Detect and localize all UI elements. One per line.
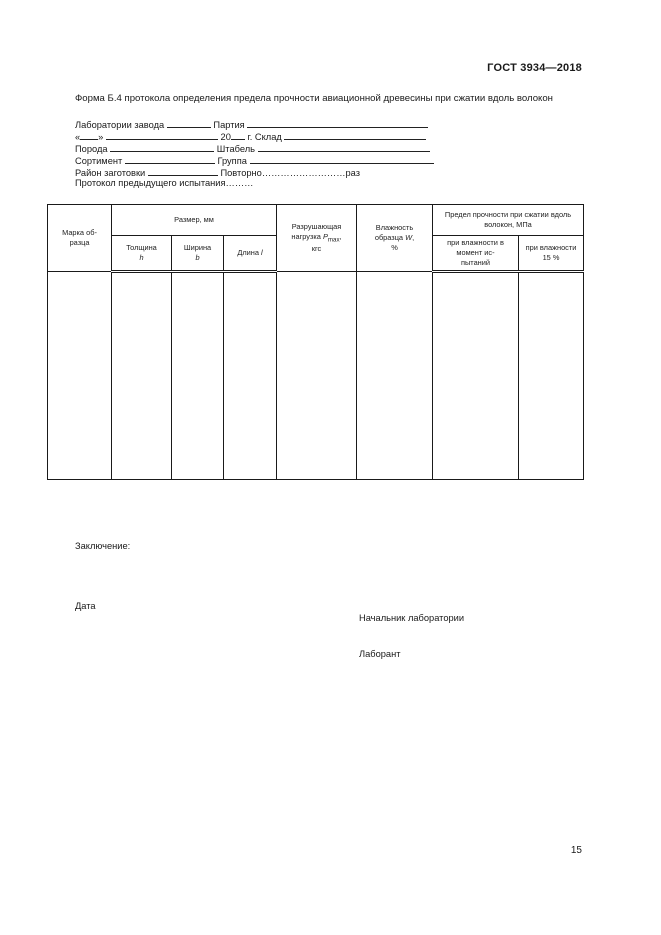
cell-length[interactable] <box>224 272 277 480</box>
cell-strength-test-moisture[interactable] <box>433 272 519 480</box>
group-label: Группа <box>217 156 247 166</box>
lab-label: Лаборатории завода <box>75 120 165 130</box>
grade-blank[interactable] <box>125 154 215 164</box>
col-strength-at-15: при влажности 15 % <box>519 236 584 272</box>
form-line-grade <box>75 154 434 166</box>
form-title: Форма Б.4 протокола определения предела прочности авиационной древесины при сжатии вдоль волокон <box>75 93 553 104</box>
party-blank[interactable] <box>247 118 428 128</box>
cell-width[interactable] <box>172 272 224 480</box>
cell-sample-mark[interactable] <box>48 272 112 480</box>
cell-breaking-load[interactable] <box>277 272 357 480</box>
day-blank[interactable] <box>80 130 98 140</box>
load-unit: кгс <box>311 244 322 254</box>
month-blank[interactable] <box>106 130 218 140</box>
grade-label: Сортимент <box>75 156 123 166</box>
col-breaking-load: Разрушающая нагрузка $P_{max}$, кгс <box>277 205 357 272</box>
thickness-symbol: h <box>139 253 144 262</box>
thickness-label: Толщина <box>126 243 157 253</box>
group-blank[interactable] <box>250 154 434 164</box>
form-line-prev <box>75 178 253 188</box>
region-blank[interactable] <box>148 166 218 176</box>
party-label: Партия <box>213 120 245 130</box>
page-number: 15 <box>570 845 582 856</box>
test-protocol-table <box>47 204 584 480</box>
prev-protocol-label: Протокол предыдущего испытания……… <box>75 178 254 188</box>
width-symbol: b <box>195 253 200 262</box>
lab-assistant-label: Лаборант <box>359 649 401 659</box>
length-label: Длина <box>237 248 259 257</box>
moisture-symbol: W <box>405 233 413 242</box>
col-size-group: Размер, мм <box>112 205 277 236</box>
form-line-lab <box>75 118 428 130</box>
lab-blank[interactable] <box>167 118 211 128</box>
year-blank[interactable] <box>231 130 245 140</box>
form-line-breed <box>75 142 430 154</box>
width-label: Ширина <box>183 243 212 253</box>
quote-open: « <box>75 132 81 142</box>
moisture-unit: % <box>391 242 398 252</box>
col-width <box>172 236 224 272</box>
length-symbol: l <box>261 248 263 257</box>
moisture-label-b: образца <box>374 233 404 242</box>
cell-strength-15[interactable] <box>519 272 584 480</box>
form-line-date <box>75 130 426 142</box>
form-line-region <box>75 166 360 178</box>
region-label: Район заготовки <box>75 168 146 178</box>
cell-thickness[interactable] <box>112 272 172 480</box>
col-thickness <box>112 236 172 272</box>
breed-label: Порода <box>75 144 108 154</box>
quote-close: » <box>98 132 104 142</box>
col-strength-group: Предел прочности при сжатии вдоль волокон, МПа <box>433 205 584 236</box>
load-symbol: P <box>322 231 328 241</box>
stack-label: Штабель <box>216 144 255 154</box>
moisture-label-a: Влажность <box>375 223 414 233</box>
stack-blank[interactable] <box>258 142 430 152</box>
warehouse-blank[interactable] <box>284 130 426 140</box>
load-label-b: нагрузка <box>291 231 321 241</box>
repeat-label: Повторно………………………раз <box>220 168 361 178</box>
load-label-a: Разрушающая <box>291 221 342 231</box>
date-label: Дата <box>75 601 96 611</box>
year-label: 20 <box>220 132 231 142</box>
col-sample-mark: Марка об- разца <box>48 205 112 272</box>
col-strength-at-test-moisture: при влажности в момент ис- пытаний <box>433 236 519 272</box>
standard-number: ГОСТ 3934—2018 <box>487 62 582 74</box>
breed-blank[interactable] <box>110 142 214 152</box>
load-subscript: max <box>327 236 340 244</box>
col-length <box>224 236 277 272</box>
conclusion-label: Заключение: <box>75 541 131 551</box>
warehouse-label: г. Склад <box>247 132 282 142</box>
lab-head-label: Начальник лаборатории <box>359 613 465 623</box>
col-moisture: Влажность образца W, % <box>357 205 433 272</box>
cell-moisture[interactable] <box>357 272 433 480</box>
